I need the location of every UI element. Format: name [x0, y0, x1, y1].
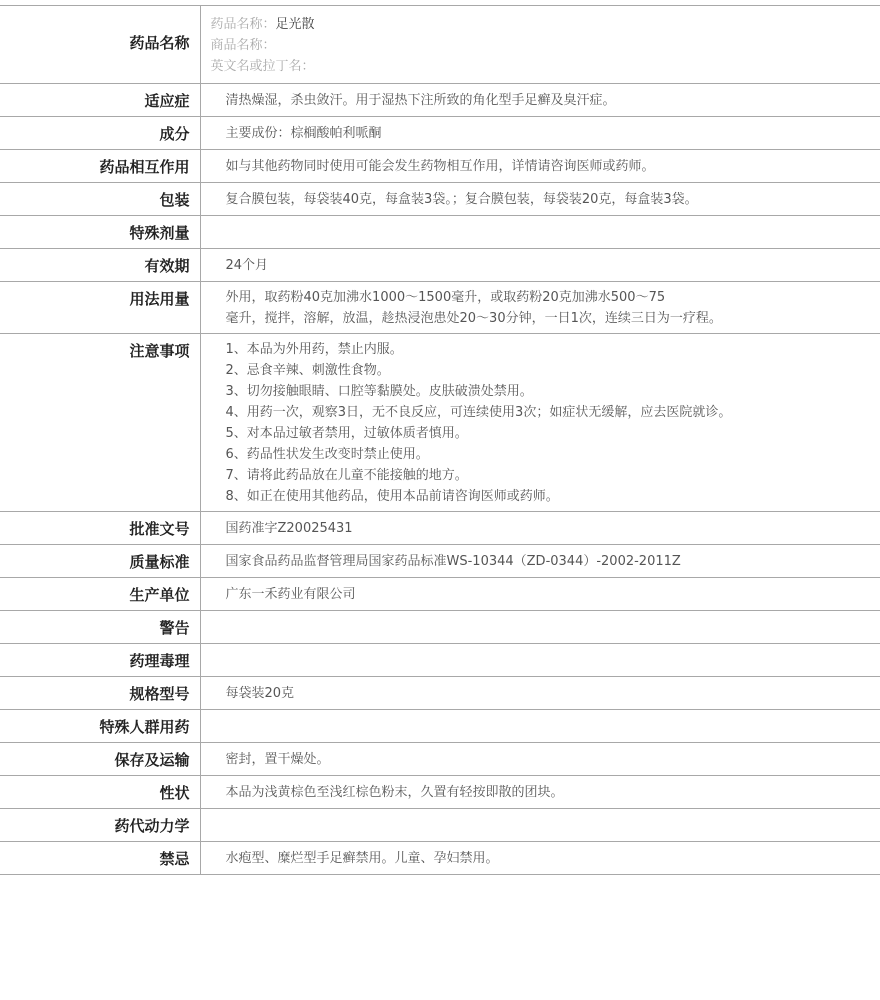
row-label: 规格型号 [0, 677, 200, 710]
row-label: 有效期 [0, 249, 200, 282]
caution-item: 8、如正在使用其他药品，使用本品前请咨询医师或药师。 [225, 489, 559, 504]
row-value: 本品为浅黄棕色至浅红棕色粉末，久置有轻按即散的团块。 [200, 776, 880, 809]
row-value [200, 6, 880, 84]
spec-row-storage [0, 743, 880, 776]
row-label: 特殊剂量 [0, 216, 200, 249]
row-label: 药品相互作用 [0, 150, 200, 183]
row-value: 清热燥湿，杀虫敛汗。用于湿热下注所致的角化型手足癣及臭汗症。 [200, 84, 880, 117]
row-label: 适应症 [0, 84, 200, 117]
caution-item: 2、忌食辛辣、刺激性食物。 [225, 363, 390, 378]
latin-name-line [211, 56, 880, 77]
row-label: 特殊人群用药 [0, 710, 200, 743]
row-label: 质量标准 [0, 545, 200, 578]
row-value [200, 216, 880, 249]
spec-row-warning [0, 611, 880, 644]
row-label: 警告 [0, 611, 200, 644]
caution-item: 3、切勿接触眼睛、口腔等黏膜处。皮肤破溃处禁用。 [225, 384, 533, 399]
row-value [200, 282, 880, 334]
spec-row-pharmacology [0, 644, 880, 677]
usage-line: 毫升，搅拌，溶解，放温，趁热浸泡患处20～30分钟，一日1次，连续三日为一疗程。 [225, 311, 722, 326]
row-value: 24个月 [200, 249, 880, 282]
row-value: 主要成份：棕榈酸帕利哌酮 [200, 117, 880, 150]
row-value: 每袋装20克 [200, 677, 880, 710]
drug-spec-table [0, 5, 880, 875]
row-label: 包装 [0, 183, 200, 216]
latin-name-key: 英文名或拉丁名： [210, 59, 315, 74]
caution-item: 1、本品为外用药，禁止内服。 [225, 342, 403, 357]
row-value: 国药准字Z20025431 [200, 512, 880, 545]
row-label: 禁忌 [0, 842, 200, 875]
row-value: 如与其他药物同时使用可能会发生药物相互作用，详情请咨询医师或药师。 [200, 150, 880, 183]
row-label: 用法用量 [0, 282, 200, 334]
usage-line: 外用，取药粉40克加沸水1000～1500毫升，或取药粉20克加沸水500～75 [225, 290, 666, 305]
row-value: 复合膜包装，每袋装40克，每盒装3袋。；复合膜包装，每袋装20克，每盒装3袋。 [200, 183, 880, 216]
caution-item: 5、对本品过敏者禁用，过敏体质者慎用。 [225, 426, 468, 441]
spec-row-drug-name [0, 6, 880, 84]
spec-row-manufacturer [0, 578, 880, 611]
caution-item: 7、请将此药品放在儿童不能接触的地方。 [225, 468, 468, 483]
row-label: 药理毒理 [0, 644, 200, 677]
row-label: 保存及运输 [0, 743, 200, 776]
row-value [200, 710, 880, 743]
row-label: 生产单位 [0, 578, 200, 611]
spec-row-quality-standard [0, 545, 880, 578]
caution-item: 4、用药一次，观察3日，无不良反应，可连续使用3次；如症状无缓解，应去医院就诊。 [225, 405, 732, 420]
row-label: 药品名称 [0, 6, 200, 84]
trade-name-line [211, 35, 880, 56]
generic-name-line [211, 14, 880, 35]
spec-row-appearance [0, 776, 880, 809]
spec-row-cautions [0, 334, 880, 512]
row-value [200, 611, 880, 644]
row-value: 广东一禾药业有限公司 [200, 578, 880, 611]
row-label: 成分 [0, 117, 200, 150]
row-value [200, 809, 880, 842]
spec-row-specification [0, 677, 880, 710]
spec-row-packaging [0, 183, 880, 216]
caution-item: 6、药品性状发生改变时禁止使用。 [225, 447, 429, 462]
spec-row-interactions [0, 150, 880, 183]
row-label: 性状 [0, 776, 200, 809]
row-value: 水疱型、糜烂型手足癣禁用。儿童、孕妇禁用。 [200, 842, 880, 875]
spec-row-special-dosage [0, 216, 880, 249]
row-value [200, 334, 880, 512]
spec-row-approval-number [0, 512, 880, 545]
spec-row-pharmacokinetics [0, 809, 880, 842]
spec-row-special-populations [0, 710, 880, 743]
spec-row-shelf-life [0, 249, 880, 282]
row-value: 国家食品药品监督管理局国家药品标准WS-10344（ZD-0344）-2002-2011Z [200, 545, 880, 578]
spec-row-contraindications [0, 842, 880, 875]
row-value: 密封，置干燥处。 [200, 743, 880, 776]
generic-name-value: 足光散 [275, 17, 315, 32]
spec-row-indications [0, 84, 880, 117]
spec-row-ingredients [0, 117, 880, 150]
row-label: 药代动力学 [0, 809, 200, 842]
row-value [200, 644, 880, 677]
generic-name-key: 药品名称： [210, 17, 276, 32]
row-label: 批准文号 [0, 512, 200, 545]
trade-name-key: 商品名称： [210, 38, 276, 53]
row-label: 注意事项 [0, 334, 200, 512]
spec-row-usage [0, 282, 880, 334]
